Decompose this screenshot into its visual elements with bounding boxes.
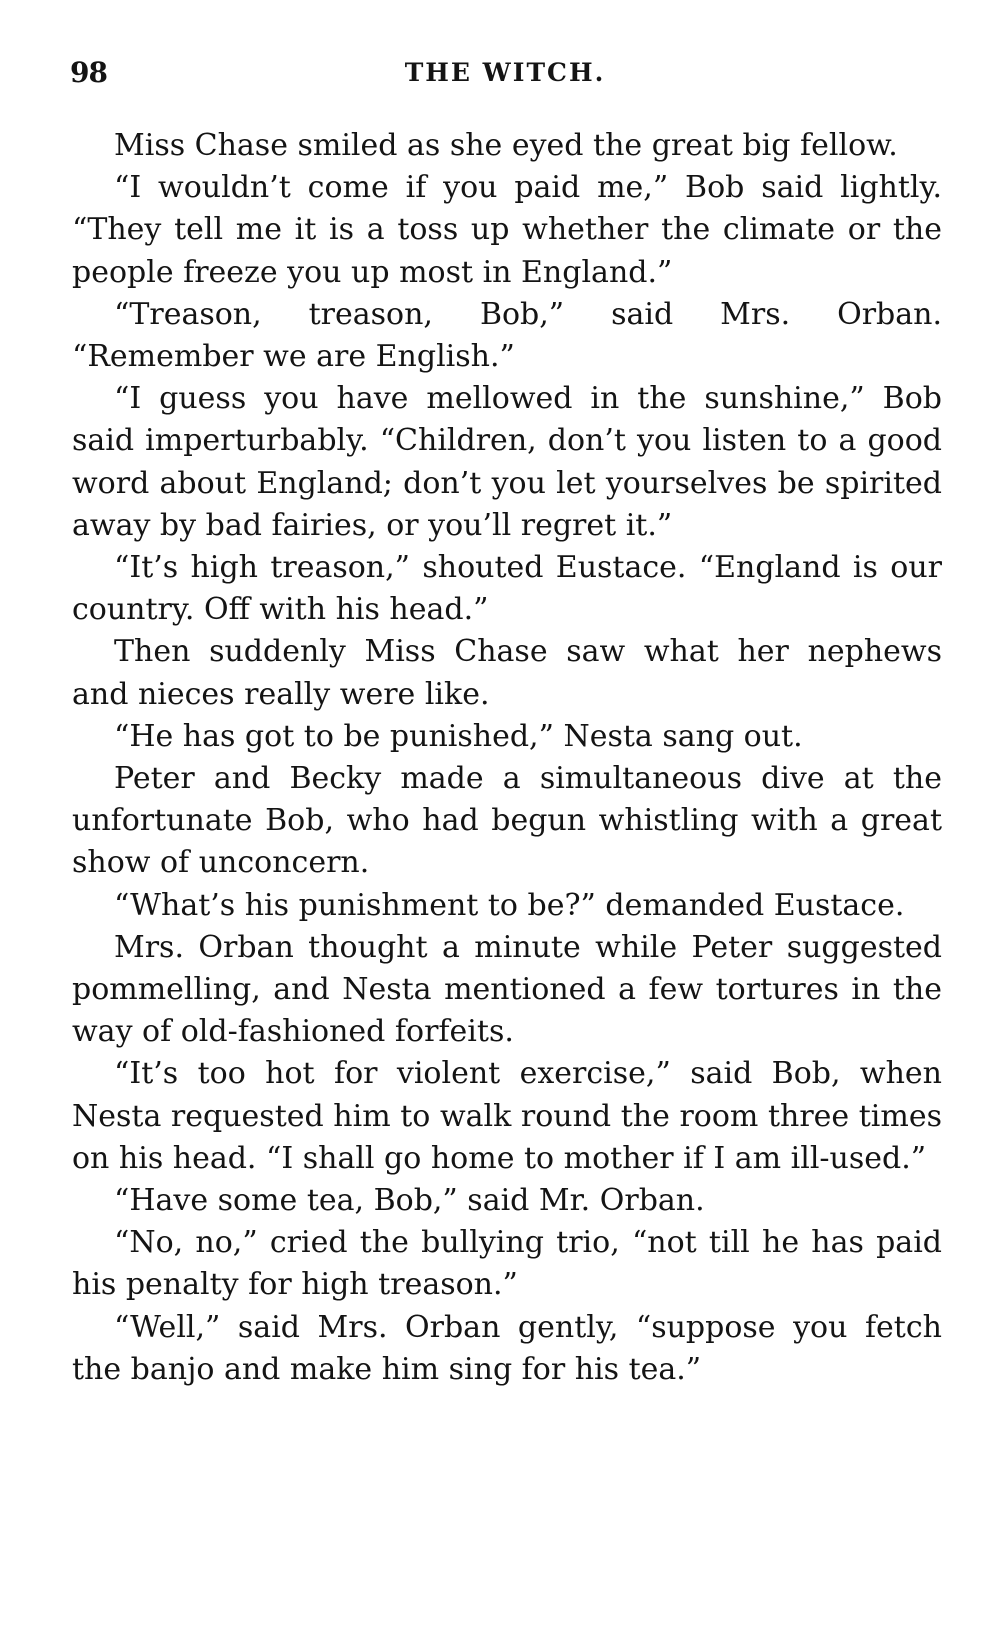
paragraph: Peter and Becky made a simultaneous dive at the unfortunate Bob, who had begun whistling with a great show of unconcern.	[72, 761, 942, 881]
paragraph: “It’s high treason,” shouted Eustace. “England is our country. Off with his head.”	[72, 550, 942, 628]
paragraph: “He has got to be punished,” Nesta sang out.	[114, 718, 803, 754]
paragraph: Then suddenly Miss Chase saw what her nephews and nieces really were like.	[72, 634, 942, 712]
page-header	[70, 56, 940, 96]
paragraph: “It’s too hot for violent exercise,” said Bob, when Nesta requested him to walk round the room three times on his head. “I shall go home to mother if I am ill-used.”	[72, 1056, 942, 1176]
page-number: 98	[70, 56, 107, 89]
paragraph: “Well,” said Mrs. Orban gently, “suppose you fetch the banjo and make him sing for his tea.”	[72, 1309, 942, 1387]
paragraph: “No, no,” cried the bullying trio, “not till he has paid his penalty for high treason.”	[72, 1225, 942, 1303]
body-text	[72, 125, 942, 1391]
running-title: THE WITCH.	[404, 58, 606, 87]
paragraph: “I guess you have mellowed in the sunshine,” Bob said imperturbably. “Children, don’t you listen to a good word about England; don’t you let yourselves be spirited away by bad fairies, or you’ll regret it.”	[72, 381, 942, 543]
paragraph: Mrs. Orban thought a minute while Peter suggested pommelling, and Nesta mentioned a few tortures in the way of old-fashioned forfeits.	[72, 929, 942, 1050]
paragraph: “Treason, treason, Bob,” said Mrs. Orban. “Remember we are English.”	[72, 296, 942, 375]
paragraph: “Have some tea, Bob,” said Mr. Orban.	[114, 1183, 705, 1219]
paragraph: Miss Chase smiled as she eyed the great big fellow.	[114, 128, 898, 163]
paragraph: “What’s his punishment to be?” demanded Eustace.	[114, 887, 905, 923]
paragraph: “I wouldn’t come if you paid me,” Bob said lightly. “They tell me it is a toss up whether the climate or the people freeze you up most in England.”	[72, 170, 942, 290]
